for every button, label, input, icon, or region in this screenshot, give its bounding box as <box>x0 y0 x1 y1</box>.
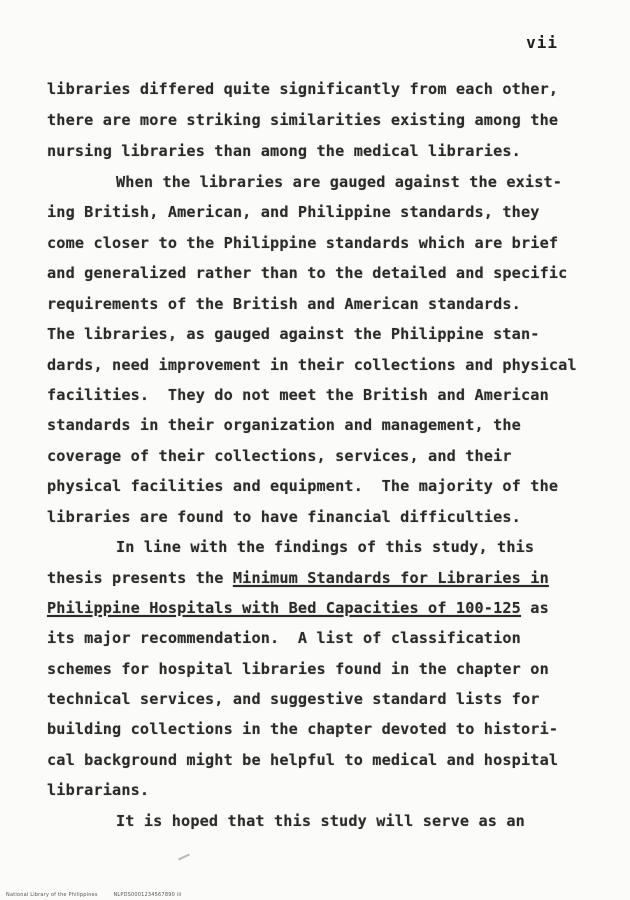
text-segment: as <box>520 599 549 617</box>
text-line: The libraries, as gauged against the Philippine stan- <box>47 325 540 343</box>
scan-footer <box>6 892 196 898</box>
text-line: nursing libraries than among the medical libraries. <box>47 142 521 160</box>
text-line: come closer to the Philippine standards which are brief <box>47 234 559 252</box>
footer-source: National Library of the Philippines <box>6 892 98 898</box>
text-line: its major recommendation. A list of classification <box>47 629 521 647</box>
text-segment: thesis presents the <box>47 569 233 587</box>
text-line-with-title <box>47 569 549 587</box>
paragraph-first-line: In line with the findings of this study, this <box>116 538 535 556</box>
text-line: technical services, and suggestive standard lists for <box>47 690 540 708</box>
text-line: building collections in the chapter devoted to histori- <box>47 720 559 738</box>
text-line: libraries differed quite significantly from each other, <box>47 80 559 98</box>
text-line-with-title <box>47 599 549 617</box>
text-line: dards, need improvement in their collections and physical <box>47 356 577 374</box>
text-line: cal background might be helpful to medical and hospital <box>47 751 559 769</box>
footer-code: NLPDS0001234567890 iii <box>113 892 182 898</box>
text-line: and generalized rather than to the detailed and specific <box>47 264 568 282</box>
text-line: librarians. <box>47 781 150 799</box>
text-line: coverage of their collections, services, and their <box>47 447 512 465</box>
text-line: there are more striking similarities existing among the <box>47 111 559 129</box>
text-line: libraries are found to have financial difficulties. <box>47 508 521 526</box>
text-line: requirements of the British and American standards. <box>47 295 521 313</box>
page-number: vii <box>526 33 558 52</box>
text-line: facilities. They do not meet the British and American <box>47 386 549 404</box>
text-line: standards in their organization and management, the <box>47 416 521 434</box>
text-line: schemes for hospital libraries found in the chapter on <box>47 660 549 678</box>
underlined-title-part-1: Minimum Standards for Libraries in <box>232 569 549 587</box>
text-line: physical facilities and equipment. The majority of the <box>47 477 559 495</box>
pen-mark <box>178 854 190 861</box>
paragraph-first-line: It is hoped that this study will serve as an <box>116 812 525 830</box>
paragraph-first-line: When the libraries are gauged against the exist- <box>116 173 563 191</box>
text-line: ing British, American, and Philippine standards, they <box>47 203 540 221</box>
underlined-title-part-2: Philippine Hospitals with Bed Capacities of 100-125 <box>47 599 521 617</box>
